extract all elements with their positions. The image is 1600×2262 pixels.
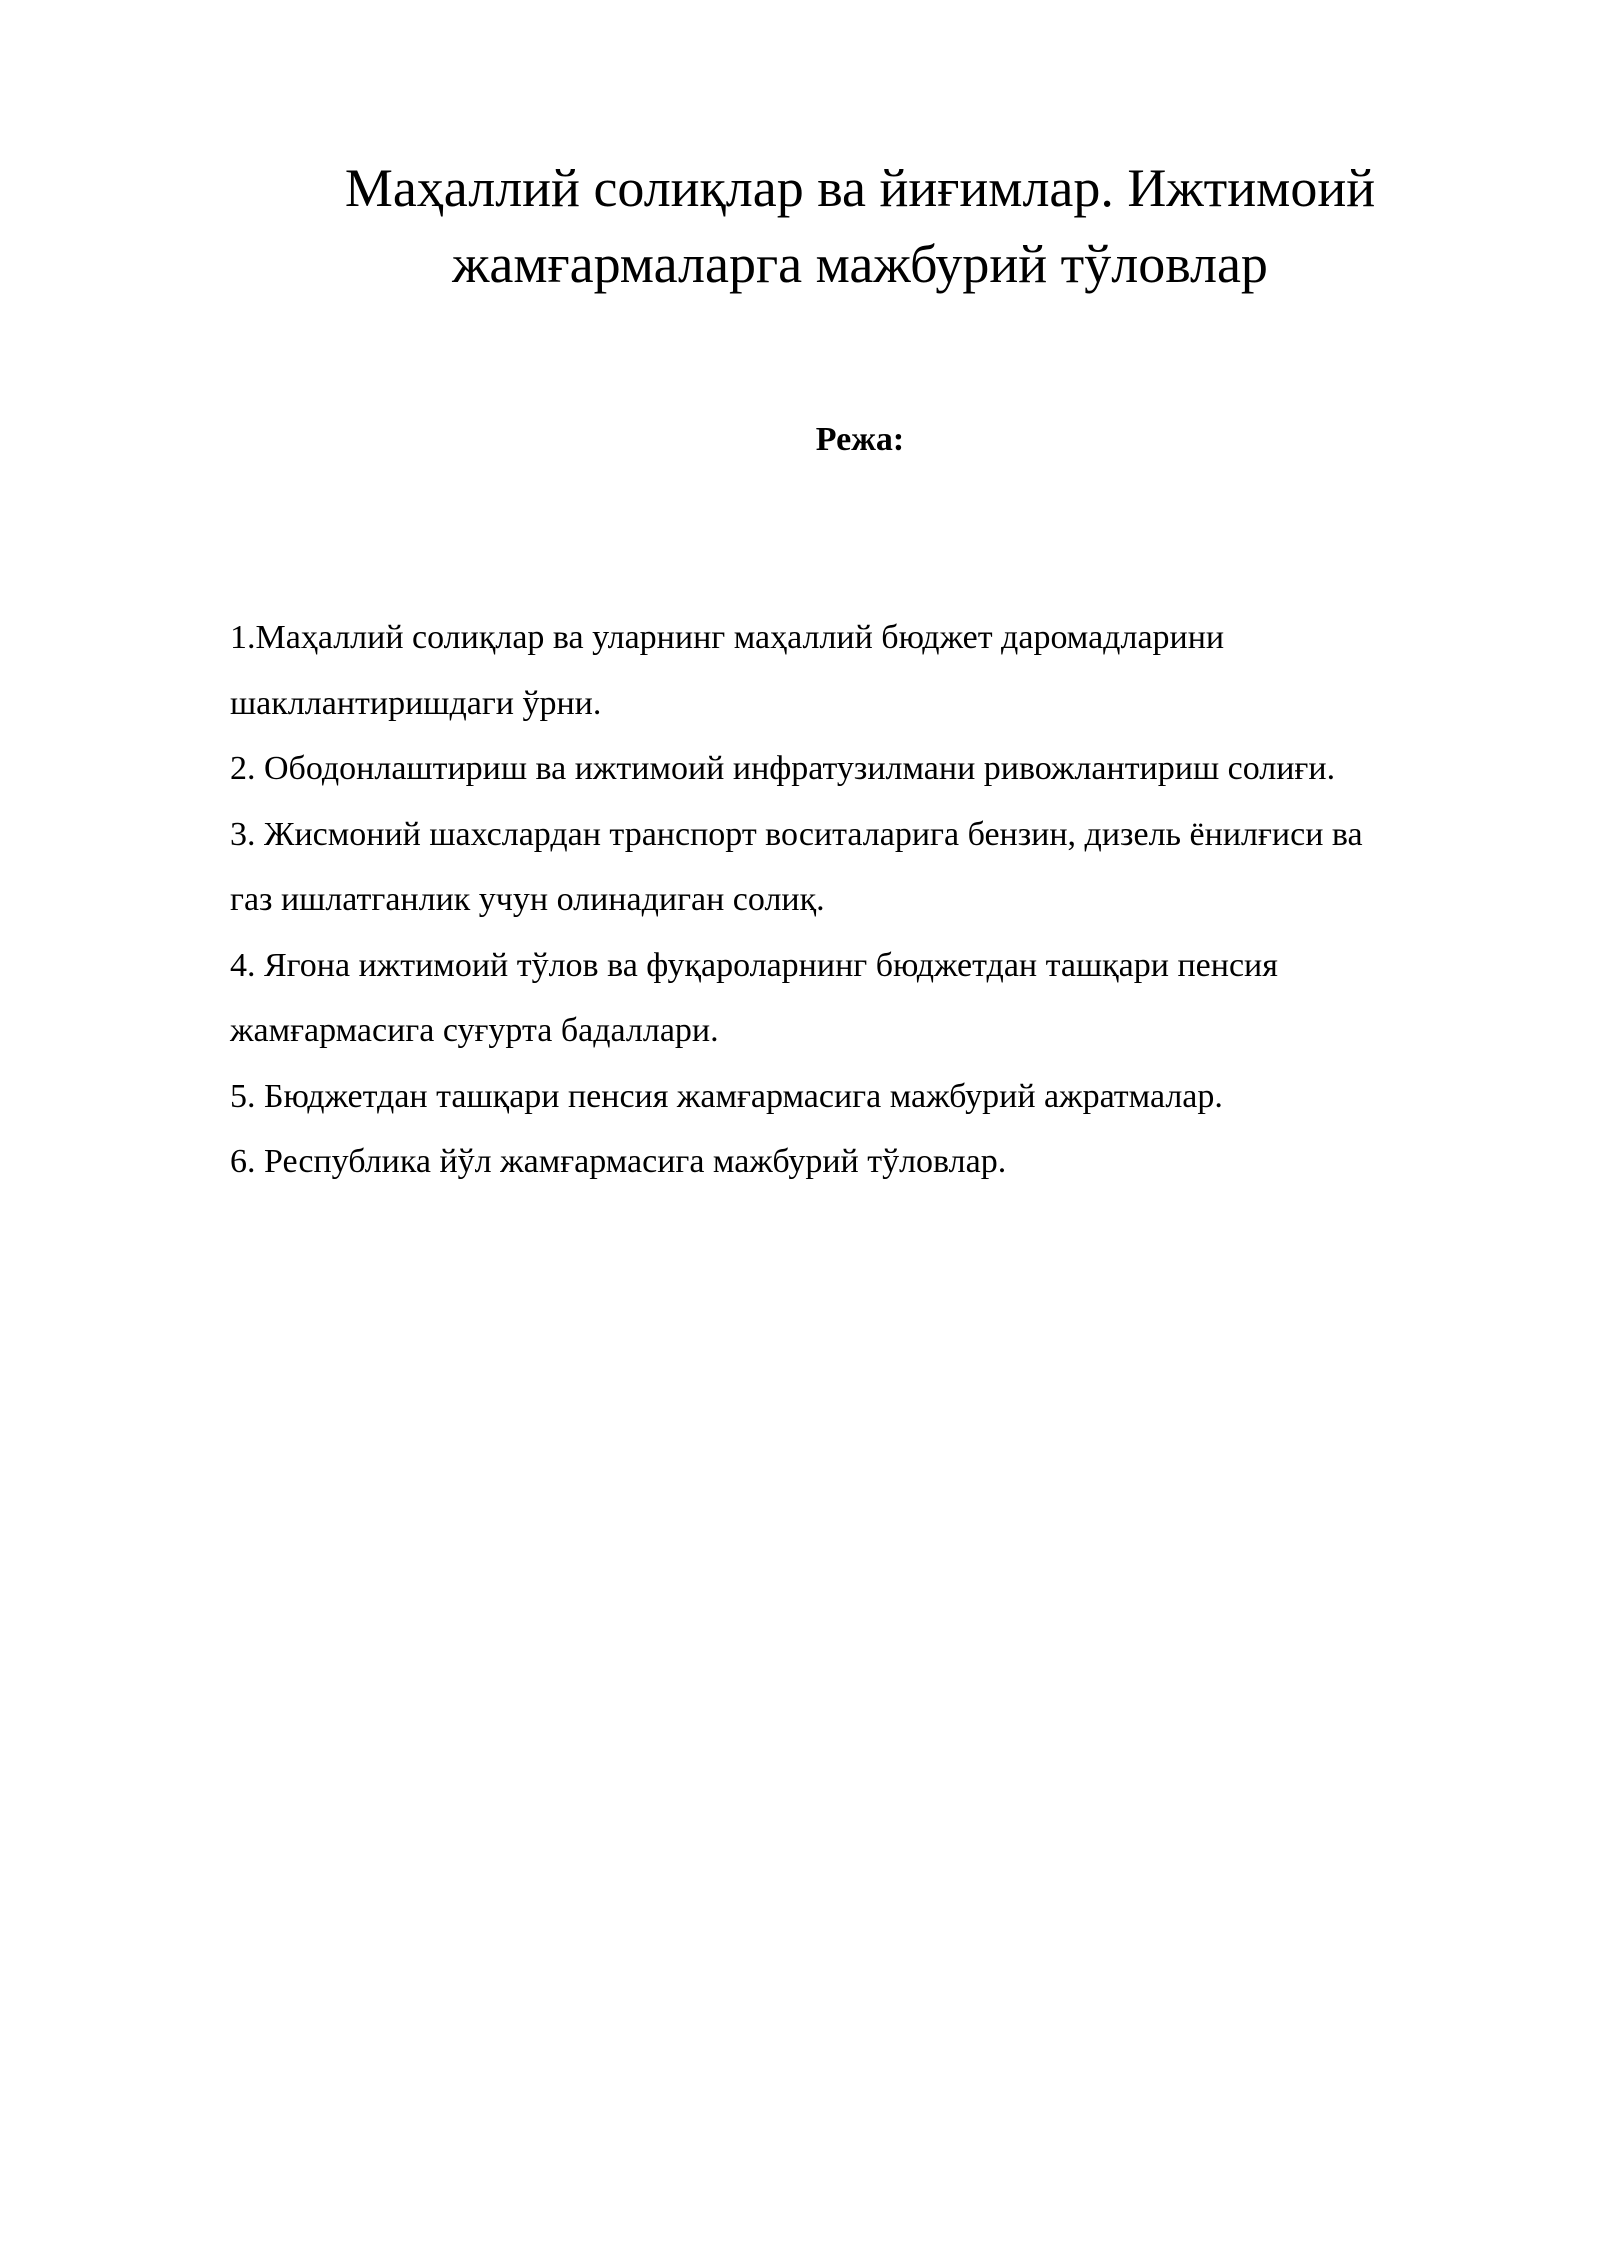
plan-item-1 <box>230 605 1530 736</box>
plan-item-3-line-2: газ ишлатганлик учун олинадиган солиқ. <box>230 881 825 918</box>
document-title-line-1: Маҳаллий солиқлар ва йиғимлар. Ижтимоий <box>344 158 1376 218</box>
plan-heading: Режа: <box>815 421 905 458</box>
plan-item-3-line-1: 3. Жисмоний шахслардан транспорт воситаларига бензин, дизель ёнилғиси ва <box>230 815 1363 853</box>
plan-item-3 <box>230 802 1530 933</box>
plan-item-1-line-2: шакллантиришдаги ўрни. <box>230 684 602 722</box>
document-title <box>230 150 1490 302</box>
plan-item-2 <box>230 736 1530 802</box>
plan-item-1-line-1: 1.Маҳаллий солиқлар ва уларнинг маҳаллий бюджет даромадларини <box>230 619 1225 656</box>
document-title-line-2: жамғармаларга мажбурий тўловлар <box>452 234 1268 294</box>
plan-item-4 <box>230 933 1530 1064</box>
plan-item-6 <box>230 1129 1530 1195</box>
plan-item-4-line-1: 4. Ягона ижтимоий тўлов ва фуқароларнинг бюджетдан ташқари пенсия <box>230 946 1278 984</box>
plan-item-6-line-1: 6. Республика йўл жамғармасига мажбурий тўловлар. <box>230 1143 1007 1180</box>
plan-item-5 <box>230 1064 1530 1130</box>
plan-item-5-line-1: 5. Бюджетдан ташқари пенсия жамғармасига мажбурий ажратмалар. <box>230 1077 1223 1115</box>
plan-item-2-line-1: 2. Ободонлаштириш ва ижтимоий инфратузилмани ривожлантириш солиғи. <box>230 750 1336 787</box>
plan-list <box>230 605 1530 1195</box>
plan-item-4-line-2: жамғармасига суғурта бадаллари. <box>230 1012 719 1049</box>
